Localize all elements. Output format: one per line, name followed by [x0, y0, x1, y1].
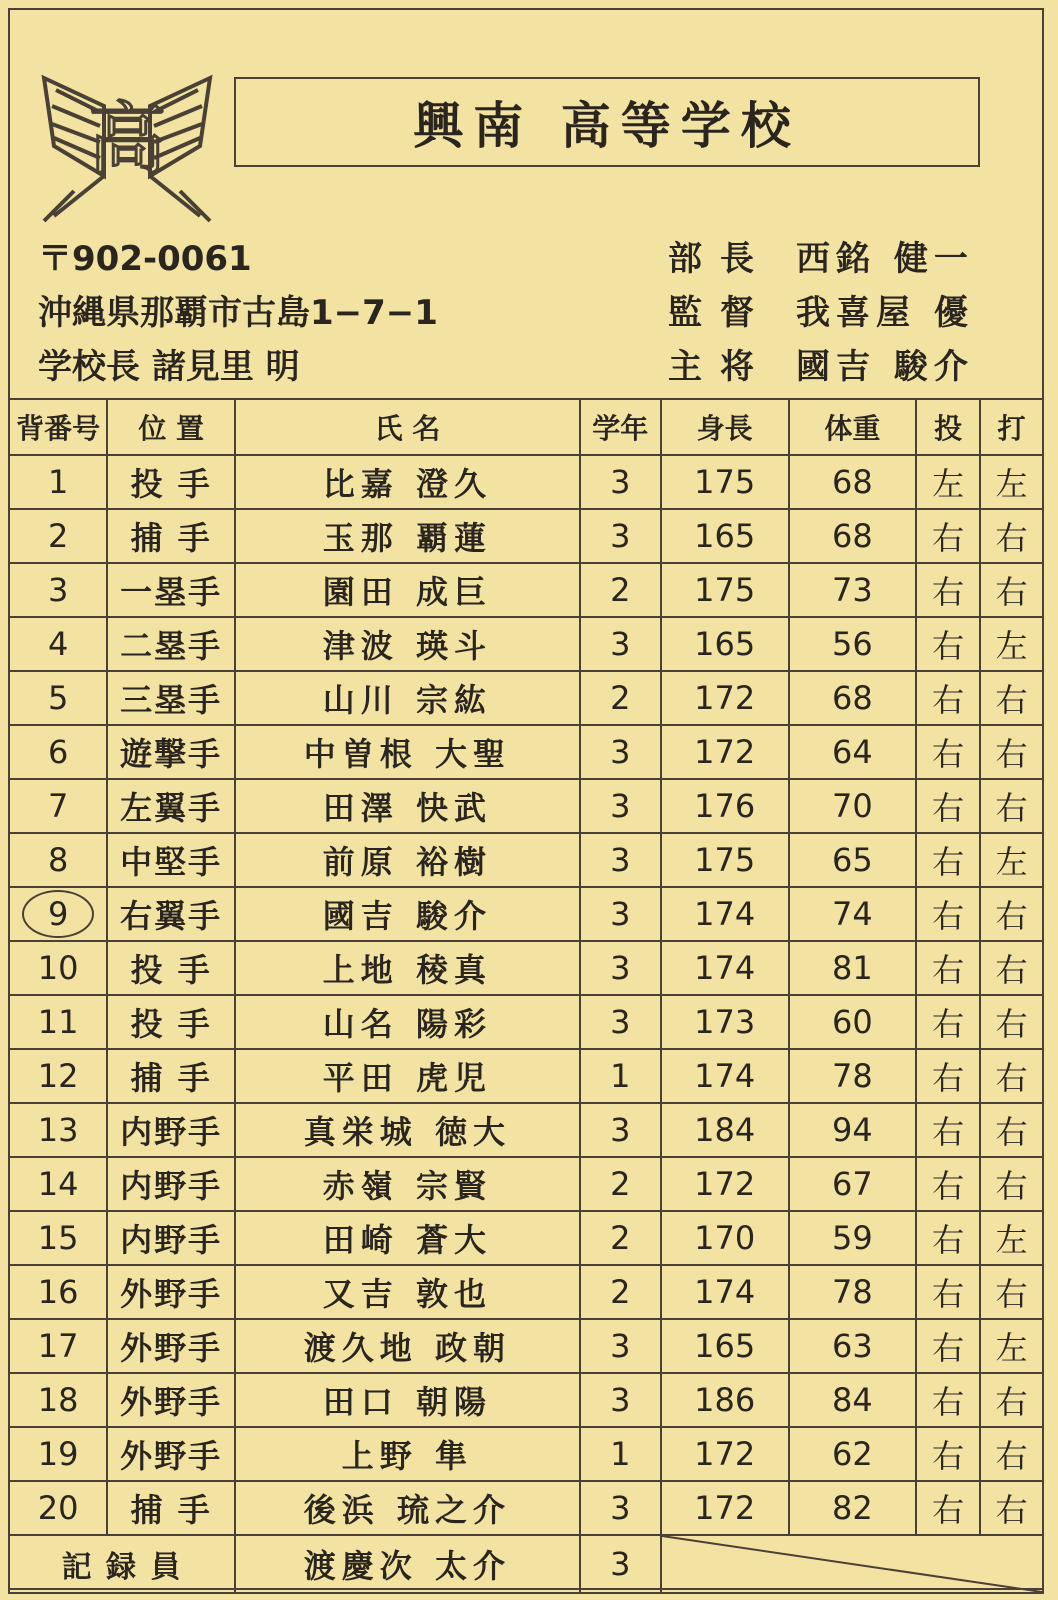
table-row [9, 1103, 1043, 1157]
player-name: 前原 裕樹 [235, 833, 580, 887]
player-grade: 3 [580, 509, 661, 563]
player-bat: 左 [980, 1211, 1043, 1265]
player-grade: 3 [580, 725, 661, 779]
player-grade: 3 [580, 1373, 661, 1427]
player-throw: 右 [916, 887, 980, 941]
player-position: 外野手 [107, 1427, 235, 1481]
player-throw: 右 [916, 671, 980, 725]
player-number: 13 [9, 1103, 107, 1157]
player-bat: 右 [980, 509, 1043, 563]
player-weight: 74 [789, 887, 917, 941]
staff-role: 主将 [668, 347, 772, 387]
player-weight: 68 [789, 455, 917, 509]
player-name: 上野 隼 [235, 1427, 580, 1481]
player-position: 投 手 [107, 941, 235, 995]
player-name: 園田 成巨 [235, 563, 580, 617]
player-throw: 右 [916, 509, 980, 563]
player-name: 山川 宗紘 [235, 671, 580, 725]
staff-role: 監督 [668, 293, 772, 333]
player-position: 右翼手 [107, 887, 235, 941]
player-name: 田澤 快武 [235, 779, 580, 833]
player-bat: 右 [980, 671, 1043, 725]
diagonal-line [662, 1536, 1042, 1592]
player-position: 遊撃手 [107, 725, 235, 779]
player-grade: 3 [580, 995, 661, 1049]
player-grade: 2 [580, 1211, 661, 1265]
player-position: 内野手 [107, 1157, 235, 1211]
staff-row [668, 340, 974, 394]
player-number [9, 887, 107, 941]
staff-row [668, 232, 974, 286]
player-name: 田口 朝陽 [235, 1373, 580, 1427]
player-height: 173 [661, 995, 789, 1049]
player-position: 三塁手 [107, 671, 235, 725]
player-number: 17 [9, 1319, 107, 1373]
player-throw: 右 [916, 941, 980, 995]
player-name: 平田 虎児 [235, 1049, 580, 1103]
player-throw: 右 [916, 1211, 980, 1265]
header-weight: 体重 [789, 399, 917, 455]
recorder-blank-cell [661, 1535, 1043, 1593]
player-position: 捕 手 [107, 1049, 235, 1103]
player-weight: 60 [789, 995, 917, 1049]
player-position: 外野手 [107, 1265, 235, 1319]
player-weight: 65 [789, 833, 917, 887]
player-throw: 右 [916, 617, 980, 671]
recorder-name: 渡慶次 太介 [235, 1535, 580, 1593]
player-grade: 1 [580, 1427, 661, 1481]
player-grade: 2 [580, 671, 661, 725]
player-bat: 左 [980, 455, 1043, 509]
player-number: 5 [9, 671, 107, 725]
player-grade: 2 [580, 563, 661, 617]
player-name: 國吉 駿介 [235, 887, 580, 941]
player-number: 7 [9, 779, 107, 833]
player-bat: 左 [980, 833, 1043, 887]
captain-circle-mark: 9 [22, 890, 94, 938]
player-grade: 3 [580, 941, 661, 995]
table-row [9, 995, 1043, 1049]
player-number: 1 [9, 455, 107, 509]
player-position: 中堅手 [107, 833, 235, 887]
player-bat: 右 [980, 1427, 1043, 1481]
table-row [9, 1049, 1043, 1103]
header-bat: 打 [980, 399, 1043, 455]
player-throw: 左 [916, 455, 980, 509]
svg-text:高: 高 [87, 95, 167, 185]
player-name: 津波 瑛斗 [235, 617, 580, 671]
player-bat: 左 [980, 617, 1043, 671]
table-row [9, 1481, 1043, 1535]
player-grade: 2 [580, 1265, 661, 1319]
player-grade: 3 [580, 887, 661, 941]
player-height: 174 [661, 1049, 789, 1103]
player-bat: 右 [980, 887, 1043, 941]
school-title: 興南 高等学校 [234, 77, 980, 167]
player-bat: 右 [980, 779, 1043, 833]
staff-name: 國吉 駿介 [796, 347, 974, 387]
table-row [9, 1265, 1043, 1319]
player-bat: 右 [980, 563, 1043, 617]
player-bat: 左 [980, 1319, 1043, 1373]
player-name: 上地 稜真 [235, 941, 580, 995]
staff-role: 部長 [668, 239, 772, 279]
table-row [9, 1319, 1043, 1373]
player-grade: 3 [580, 1103, 661, 1157]
player-bat: 右 [980, 941, 1043, 995]
player-bat: 右 [980, 995, 1043, 1049]
player-throw: 右 [916, 1319, 980, 1373]
table-row [9, 563, 1043, 617]
table-row [9, 1427, 1043, 1481]
player-number: 18 [9, 1373, 107, 1427]
player-weight: 56 [789, 617, 917, 671]
player-throw: 右 [916, 1049, 980, 1103]
table-header-row [9, 399, 1043, 455]
player-number: 2 [9, 509, 107, 563]
table-row [9, 779, 1043, 833]
player-height: 176 [661, 779, 789, 833]
player-grade: 3 [580, 779, 661, 833]
player-throw: 右 [916, 1373, 980, 1427]
player-grade: 2 [580, 1157, 661, 1211]
player-weight: 82 [789, 1481, 917, 1535]
roster-body [9, 455, 1043, 1535]
player-weight: 94 [789, 1103, 917, 1157]
player-throw: 右 [916, 1265, 980, 1319]
player-number: 6 [9, 725, 107, 779]
table-row [9, 509, 1043, 563]
table-row [9, 671, 1043, 725]
player-position: 内野手 [107, 1211, 235, 1265]
player-weight: 63 [789, 1319, 917, 1373]
table-row [9, 1211, 1043, 1265]
principal: 学校長 諸見里 明 [38, 347, 300, 387]
player-name: 比嘉 澄久 [235, 455, 580, 509]
staff-list [668, 232, 974, 394]
player-name: 山名 陽彩 [235, 995, 580, 1049]
player-weight: 62 [789, 1427, 917, 1481]
player-height: 172 [661, 671, 789, 725]
player-name: 中曽根 大聖 [235, 725, 580, 779]
recorder-row [9, 1535, 1043, 1593]
school-emblem-icon [34, 66, 220, 226]
player-weight: 68 [789, 509, 917, 563]
player-grade: 3 [580, 455, 661, 509]
player-position: 捕 手 [107, 509, 235, 563]
player-position: 投 手 [107, 995, 235, 1049]
table-row [9, 725, 1043, 779]
player-number: 14 [9, 1157, 107, 1211]
player-height: 184 [661, 1103, 789, 1157]
player-grade: 1 [580, 1049, 661, 1103]
player-name: 後浜 琉之介 [235, 1481, 580, 1535]
player-height: 165 [661, 509, 789, 563]
player-number: 15 [9, 1211, 107, 1265]
player-position: 左翼手 [107, 779, 235, 833]
player-throw: 右 [916, 995, 980, 1049]
player-bat: 右 [980, 1481, 1043, 1535]
player-position: 投 手 [107, 455, 235, 509]
header-height: 身長 [661, 399, 789, 455]
player-height: 170 [661, 1211, 789, 1265]
player-name: 渡久地 政朝 [235, 1319, 580, 1373]
staff-name: 西銘 健一 [796, 239, 974, 279]
player-weight: 59 [789, 1211, 917, 1265]
player-weight: 78 [789, 1265, 917, 1319]
table-row [9, 455, 1043, 509]
table-row [9, 941, 1043, 995]
player-height: 175 [661, 455, 789, 509]
player-name: 玉那 覇蓮 [235, 509, 580, 563]
player-weight: 81 [789, 941, 917, 995]
header-position: 位 置 [107, 399, 235, 455]
player-throw: 右 [916, 1427, 980, 1481]
player-height: 174 [661, 941, 789, 995]
school-info [38, 232, 438, 394]
player-bat: 右 [980, 1103, 1043, 1157]
player-position: 捕 手 [107, 1481, 235, 1535]
player-height: 172 [661, 1481, 789, 1535]
player-height: 172 [661, 1157, 789, 1211]
table-row [9, 617, 1043, 671]
player-height: 172 [661, 1427, 789, 1481]
recorder-label: 記 録 員 [9, 1535, 235, 1593]
player-weight: 67 [789, 1157, 917, 1211]
player-bat: 右 [980, 1265, 1043, 1319]
table-row [9, 1157, 1043, 1211]
player-height: 165 [661, 1319, 789, 1373]
player-throw: 右 [916, 779, 980, 833]
player-number: 8 [9, 833, 107, 887]
player-name: 真栄城 徳大 [235, 1103, 580, 1157]
header-number: 背番号 [9, 399, 107, 455]
player-number: 19 [9, 1427, 107, 1481]
player-throw: 右 [916, 563, 980, 617]
player-position: 外野手 [107, 1373, 235, 1427]
player-weight: 64 [789, 725, 917, 779]
player-weight: 78 [789, 1049, 917, 1103]
player-number: 3 [9, 563, 107, 617]
player-grade: 3 [580, 617, 661, 671]
player-bat: 右 [980, 1373, 1043, 1427]
postal-code: 〒902-0061 [38, 239, 252, 279]
player-position: 外野手 [107, 1319, 235, 1373]
header-grade: 学年 [580, 399, 661, 455]
player-number: 4 [9, 617, 107, 671]
player-throw: 右 [916, 1103, 980, 1157]
player-height: 174 [661, 1265, 789, 1319]
player-throw: 右 [916, 1157, 980, 1211]
roster-table [8, 398, 1044, 1594]
player-bat: 右 [980, 725, 1043, 779]
player-position: 内野手 [107, 1103, 235, 1157]
player-weight: 68 [789, 671, 917, 725]
player-height: 175 [661, 563, 789, 617]
player-throw: 右 [916, 725, 980, 779]
player-grade: 3 [580, 1481, 661, 1535]
player-number: 16 [9, 1265, 107, 1319]
player-number: 10 [9, 941, 107, 995]
player-weight: 73 [789, 563, 917, 617]
school-address: 沖縄県那覇市古島1−7−1 [38, 293, 438, 333]
player-height: 165 [661, 617, 789, 671]
table-row [9, 887, 1043, 941]
player-bat: 右 [980, 1049, 1043, 1103]
player-name: 又吉 敦也 [235, 1265, 580, 1319]
player-throw: 右 [916, 1481, 980, 1535]
table-row [9, 1373, 1043, 1427]
player-weight: 84 [789, 1373, 917, 1427]
player-weight: 70 [789, 779, 917, 833]
recorder-grade: 3 [580, 1535, 661, 1593]
player-number: 11 [9, 995, 107, 1049]
player-height: 175 [661, 833, 789, 887]
player-position: 二塁手 [107, 617, 235, 671]
table-row [9, 833, 1043, 887]
player-bat: 右 [980, 1157, 1043, 1211]
header-name: 氏 名 [235, 399, 580, 455]
player-throw: 右 [916, 833, 980, 887]
player-name: 田崎 蒼大 [235, 1211, 580, 1265]
header-throw: 投 [916, 399, 980, 455]
player-number: 20 [9, 1481, 107, 1535]
staff-row [668, 286, 974, 340]
player-height: 174 [661, 887, 789, 941]
player-grade: 3 [580, 1319, 661, 1373]
staff-name: 我喜屋 優 [796, 293, 974, 333]
player-height: 186 [661, 1373, 789, 1427]
player-position: 一塁手 [107, 563, 235, 617]
player-height: 172 [661, 725, 789, 779]
player-name: 赤嶺 宗賢 [235, 1157, 580, 1211]
player-number: 12 [9, 1049, 107, 1103]
player-grade: 3 [580, 833, 661, 887]
